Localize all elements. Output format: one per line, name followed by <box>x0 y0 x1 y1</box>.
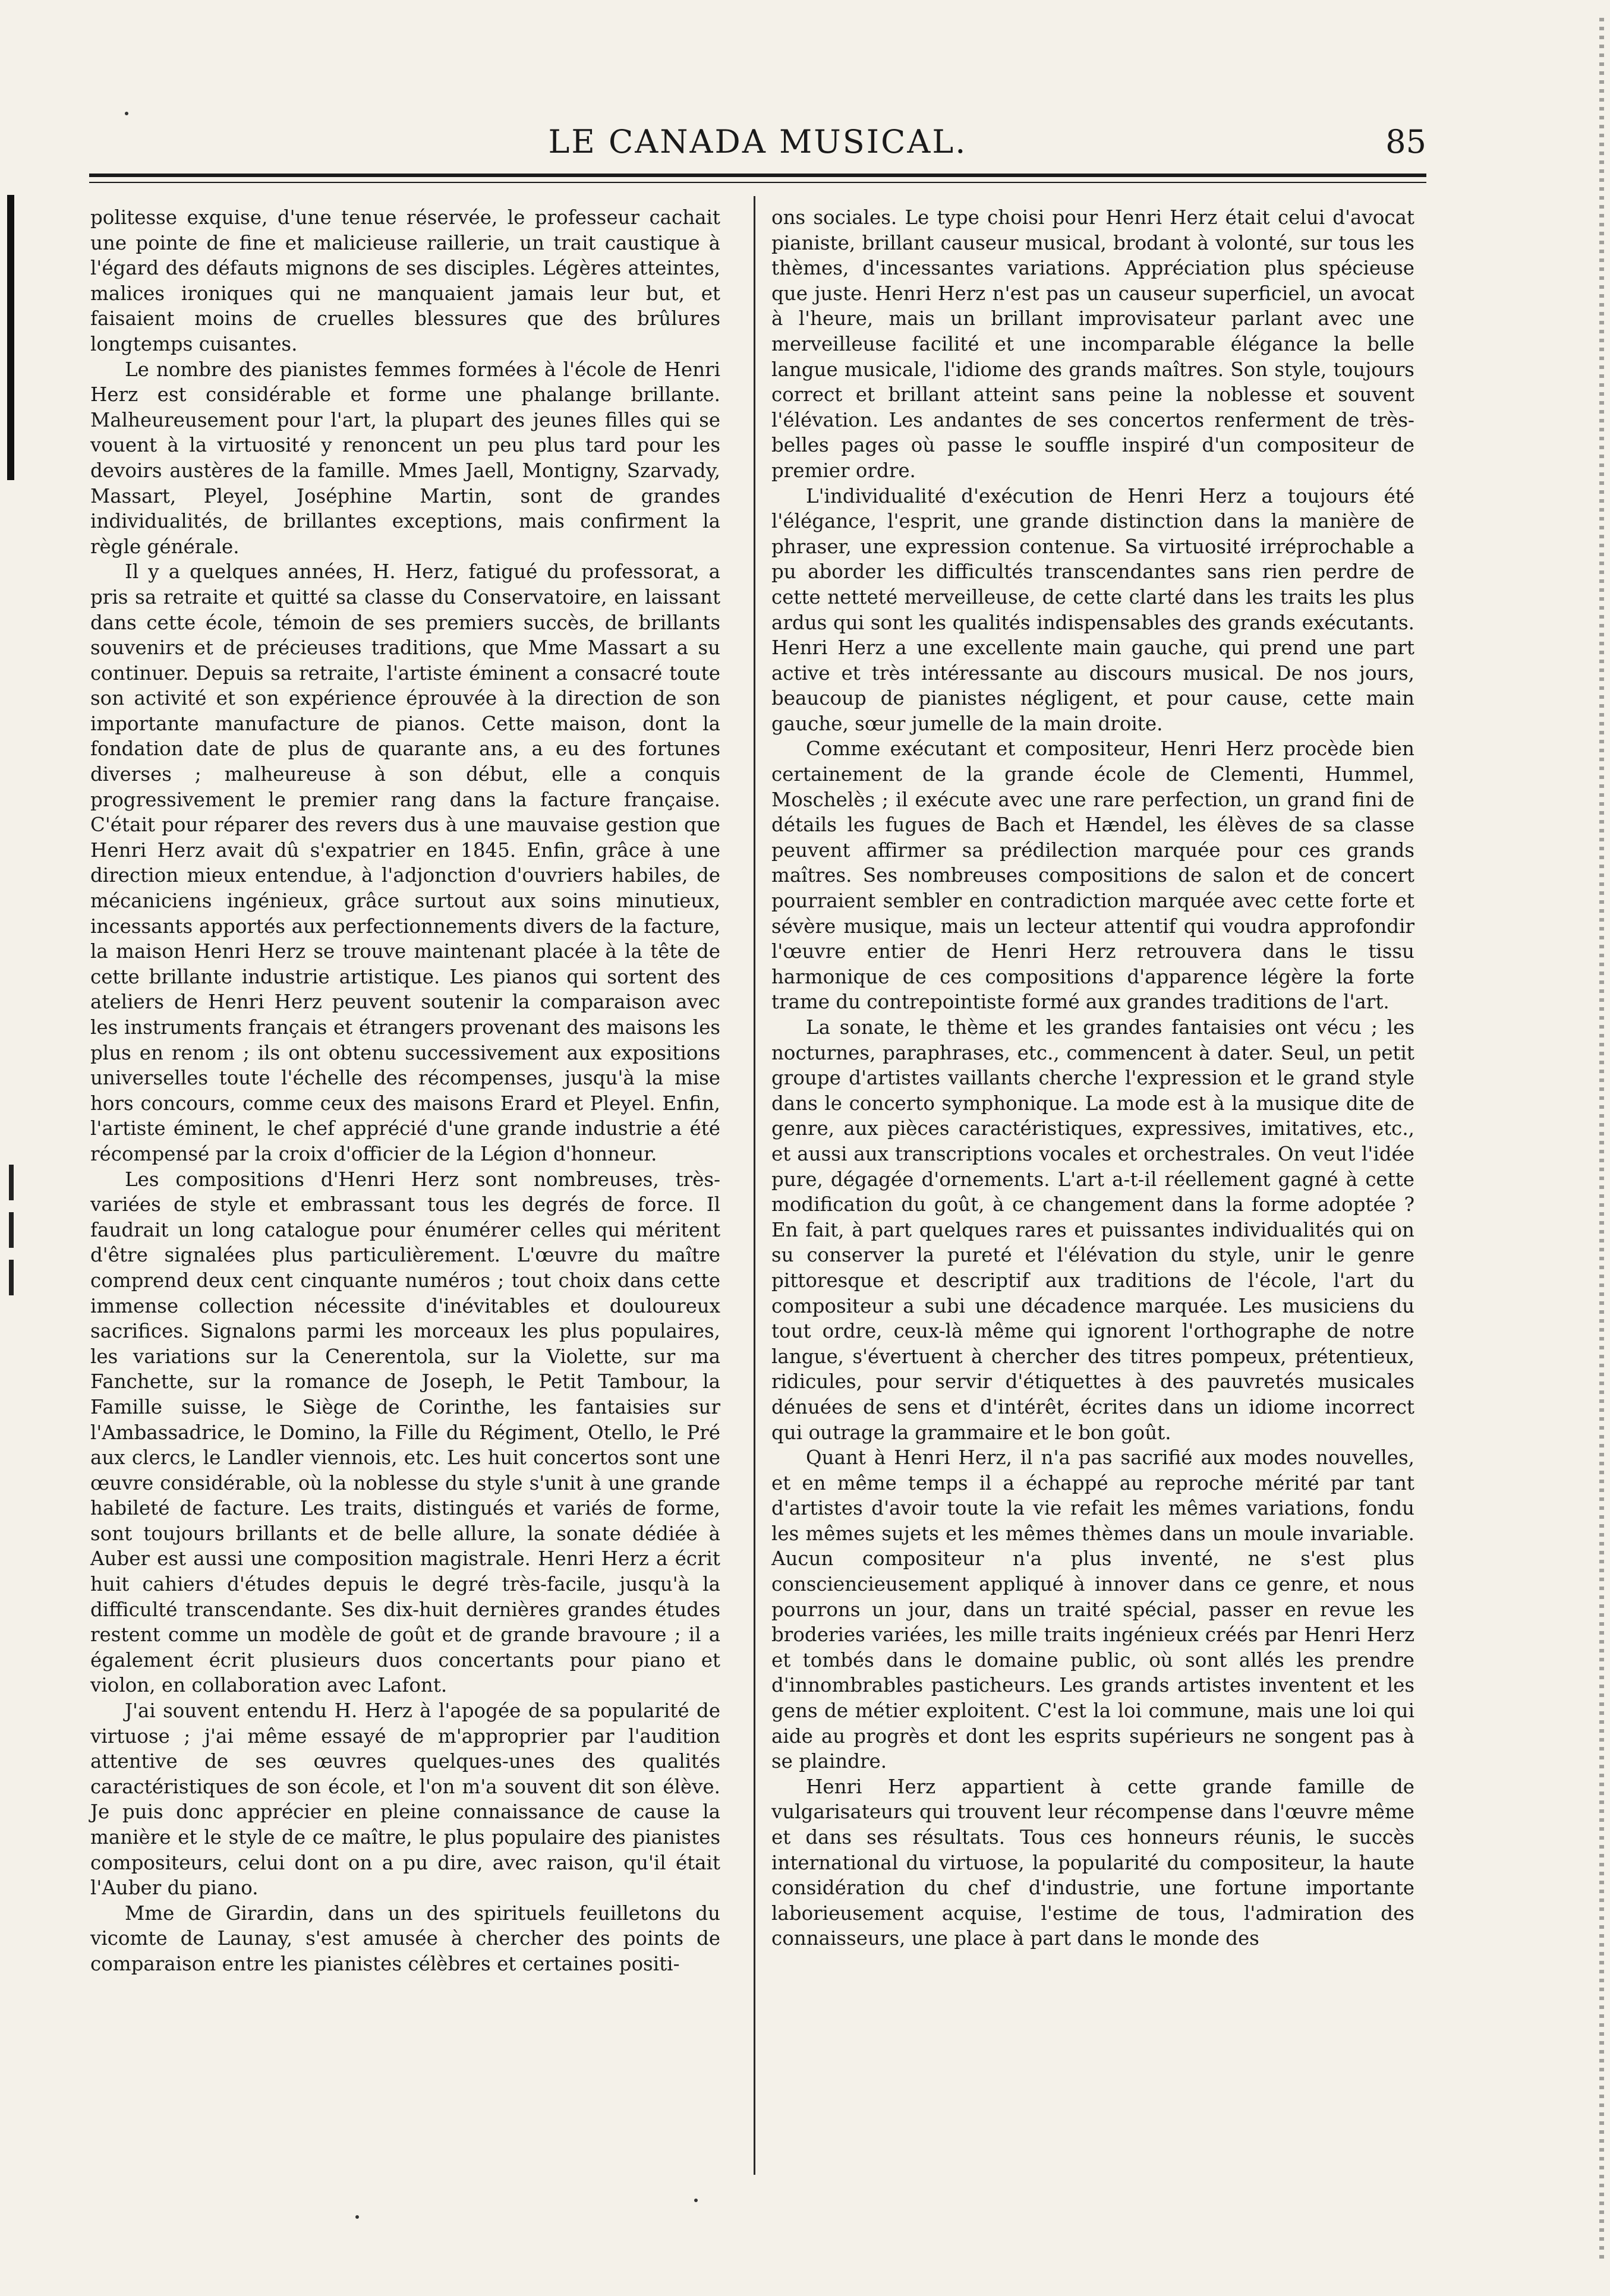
paragraph: politesse exquise, d'une tenue réservée, le professeur cachait une pointe de fine et malicieuse raillerie, un trait caustique à l'égard des défauts mignons de ses disciples. Légères atteintes, malices ironiques qui ne manquaient jamais leur but, et faisaient moins de cruelles blessures que des brûlures longtemps cuisantes. <box>90 206 720 355</box>
paragraph: ons sociales. Le type choisi pour Henri Herz était celui d'avocat pianiste, brillant causeur musical, brodant à volonté, sur tous les thèmes, d'incessantes variations. Appréciation plus spécieuse que juste. Henri Herz n'est pas un causeur superficiel, un avocat à l'heure, mais un brillant improvisateur parlant avec une merveilleuse facilité et une incomparable élégance la belle langue musicale, l'idiome des grands maîtres. Son style, toujours correct et brillant atteint sans peine la noblesse et souvent l'élévation. Les andantes de ses concertos renferment de très-belles pages où passe le souffle inspiré d'un compositeur de premier ordre. <box>771 206 1414 482</box>
print-speck <box>694 2199 698 2202</box>
paragraph: Henri Herz appartient à cette grande famille de vulgarisateurs qui trouvent leur récompense dans l'œuvre même et dans ses résultats. Tous ces honneurs réunis, le succès international du virtuose, la popularité du compositeur, la haute considération du chef d'industrie, une fortune importante laborieusement acquise, l'estime de tous, l'admiration des connaisseurs, une place à part dans le monde des <box>771 1775 1414 1950</box>
paragraph: Quant à Henri Herz, il n'a pas sacrifié aux modes nouvelles, et en même temps il a échappé au reproche mérité par tant d'artistes d'avoir toute la vie refait les mêmes variations, fondu les mêmes sujets et les mêmes thèmes dans un moule invariable. Aucun compositeur n'a plus inventé, ne s'est plus consciencieusement appliqué à innover dans ce genre, et nous pourrons un jour, dans un traité spécial, passer en revue les broderies variées, les mille traits ingénieux créés par Henri Herz et tombés dans le domaine public, où sont allés les prendre d'innombrables pasticheurs. Les grands artistes inventent et les gens de métier exploitent. C'est la loi commune, mais une loi qui aide au progrès et dont les esprits supérieurs ne songent pas à se plaindre. <box>771 1446 1414 1773</box>
print-speck <box>355 2215 359 2219</box>
left-margin-bar <box>7 195 14 480</box>
running-title: LE CANADA MUSICAL. <box>548 123 968 160</box>
paragraph: La sonate, le thème et les grandes fantaisies ont vécu ; les nocturnes, paraphrases, etc., commencent à dater. Seul, un petit groupe d'artistes vaillants cherche l'expression et le grand style dans le concerto symphonique. La mode est à la musique dite de genre, aux pièces caractéristiques, expressives, imitatives, etc., et aussi aux transcriptions vocales et orchestrales. On veut l'idée pure, dégagée d'ornements. L'art a-t-il réellement gagné à cette modification du goût, à ce changement dans la forme adoptée ? En fait, à part quelques rares et puissantes individualités qui on su conserver la pureté et l'élévation du style, unir le genre pittoresque et descriptif aux traditions de l'école, l'art du compositeur a subi une décadence marquée. Les musiciens du tout ordre, ceux-là même qui ignorent l'orthographe de notre langue, s'évertuent à chercher des titres pompeux, prétentieux, ridicules, pour servir d'étiquettes à des pauvretés musicales dénuées de sens et d'intérêt, écrites dans un idiome incorrect qui outrage la grammaire et le bon goût. <box>771 1016 1414 1444</box>
left-margin-tick <box>9 1260 14 1295</box>
paragraph: J'ai souvent entendu H. Herz à l'apogée de sa popularité de virtuose ; j'ai même essayé de m'approprier par l'audition attentive de ses œuvres quelques-unes des qualités caractéristiques de son école, et l'on m'a souvent dit son élève. Je puis donc apprécier en pleine connaissance de cause la manière et le style de ce maître, le plus populaire des pianistes compositeurs, celui dont on a pu dire, avec raison, qu'il était l'Auber du piano. <box>90 1699 720 1900</box>
header-rule-thick <box>89 174 1426 177</box>
column-divider <box>754 196 755 2175</box>
paragraph: Les compositions d'Henri Herz sont nombreuses, très-variées de style et embrassant tous les degrés de force. Il faudrait un long catalogue pour énumérer celles qui méritent d'être signalées plus particulièrement. L'œuvre du maître comprend deux cent cinquante numéros ; tout choix dans cette immense collection nécessite d'inévitables et douloureux sacrifices. Signalons parmi les morceaux les plus populaires, les variations sur la Cenerentola, sur la Violette, sur ma Fanchette, sur la romance de Joseph, le Petit Tambour, la Famille suisse, le Siège de Corinthe, les fantaisies sur l'Ambassadrice, le Domino, la Fille du Régiment, Otello, le Pré aux clercs, le Landler viennois, etc. Les huit concertos sont une œuvre considérable, où la noblesse du style s'unit à une grande habileté de facture. Les traits, distingués et variés de forme, sont toujours brillants et de belle allure, la sonate dédiée à Auber est aussi une composition magistrale. Henri Herz a écrit huit cahiers d'études depuis le degré très-facile, jusqu'à la difficulté transcendante. Ses dix-huit dernières grandes études restent comme un modèle de goût et de grande bravoure ; il a également écrit plusieurs duos concertants pour piano et violon, en collaboration avec Lafont. <box>90 1168 720 1697</box>
page-header <box>89 116 1426 169</box>
paragraph: Il y a quelques années, H. Herz, fatigué du professorat, a pris sa retraite et quitté sa classe du Conservatoire, en laissant dans cette école, témoin de ses premiers succès, de brillants souvenirs et de précieuses traditions, que Mme Massart a su continuer. Depuis sa retraite, l'artiste éminent a consacré toute son activité et son expérience éprouvée à la direction de son importante manufacture de pianos. Cette maison, dont la fondation date de plus de quarante ans, a eu des fortunes diverses ; malheureuse à son début, elle a conquis progressivement le premier rang dans la facture française. C'était pour réparer des revers dus à une mauvaise gestion que Henri Herz avait dû s'expatrier en 1845. Enfin, grâce à une direction mieux entendue, à l'adjonction d'ouvriers habiles, de mécaniciens ingénieux, grâce surtout aux soins minutieux, incessants apportés aux perfectionnements divers de la facture, la maison Henri Herz se trouve maintenant placée à la tête de cette brillante industrie artistique. Les pianos qui sortent des ateliers de Henri Herz peuvent soutenir la comparaison avec les instruments français et étrangers provenant des maisons les plus en renom ; ils ont obtenu successivement aux expositions universelles toute l'échelle des récompenses, jusqu'à la mise hors concours, comme ceux des maisons Erard et Pleyel. Enfin, l'artiste éminent, le chef apprécié d'une grande industrie a été récompensé par la croix d'officier de la Légion d'honneur. <box>90 560 720 1165</box>
right-edge-binding <box>1599 18 1604 2264</box>
header-rule-thin <box>89 182 1426 183</box>
right-column <box>771 205 1414 1951</box>
page-number: 85 <box>1385 123 1426 160</box>
paragraph: Mme de Girardin, dans un des spirituels feuilletons du vicomte de Launay, s'est amusée à chercher des points de comparaison entre les pianistes célèbres et certaines positi- <box>90 1901 720 1975</box>
left-column <box>90 205 720 1977</box>
left-margin-tick <box>9 1212 14 1248</box>
paragraph: Comme exécutant et compositeur, Henri Herz procède bien certainement de la grande école de Clementi, Hummel, Moschelès ; il exécute avec une rare perfection, un grand fini de détails les fugues de Bach et Hændel, les élèves de sa classe peuvent affirmer sa prédilection marquée pour ces grands maîtres. Ses nombreuses compositions de salon et de concert pourraient sembler en contradiction marquée avec cette forte et sévère musique, mais un lecteur attentif qui voudra approfondir l'œuvre entier de Henri Herz retrouvera dans le tissu harmonique de ces compositions d'apparence légère la forte trame du contrepointiste formé aux grandes traditions de l'art. <box>771 737 1414 1014</box>
print-speck <box>125 112 128 115</box>
left-margin-tick <box>9 1165 14 1200</box>
paragraph: Le nombre des pianistes femmes formées à l'école de Henri Herz est considérable et forme une phalange brillante. Malheureusement pour l'art, la plupart des jeunes filles qui se vouent à la virtuosité y renoncent un peu plus tard pour les devoirs austères de la famille. Mmes Jaell, Montigny, Szarvady, Massart, Pleyel, Joséphine Martin, sont de grandes individualités, de brillantes exceptions, mais confirment la règle générale. <box>90 358 720 558</box>
paragraph: L'individualité d'exécution de Henri Herz a toujours été l'élégance, l'esprit, une grande distinction dans la manière de phraser, une expression contenue. Sa virtuosité irréprochable a pu aborder les difficultés transcendantes sans rien perdre de cette netteté merveilleuse, de cette clarté dans les traits les plus ardus qui sont les qualités indispensables des grands exécutants. Henri Herz a une excellente main gauche, qui prend une part active et très intéressante au discours musical. De nos jours, beaucoup de pianistes négligent, et pour cause, cette main gauche, sœur jumelle de la main droite. <box>771 484 1414 735</box>
